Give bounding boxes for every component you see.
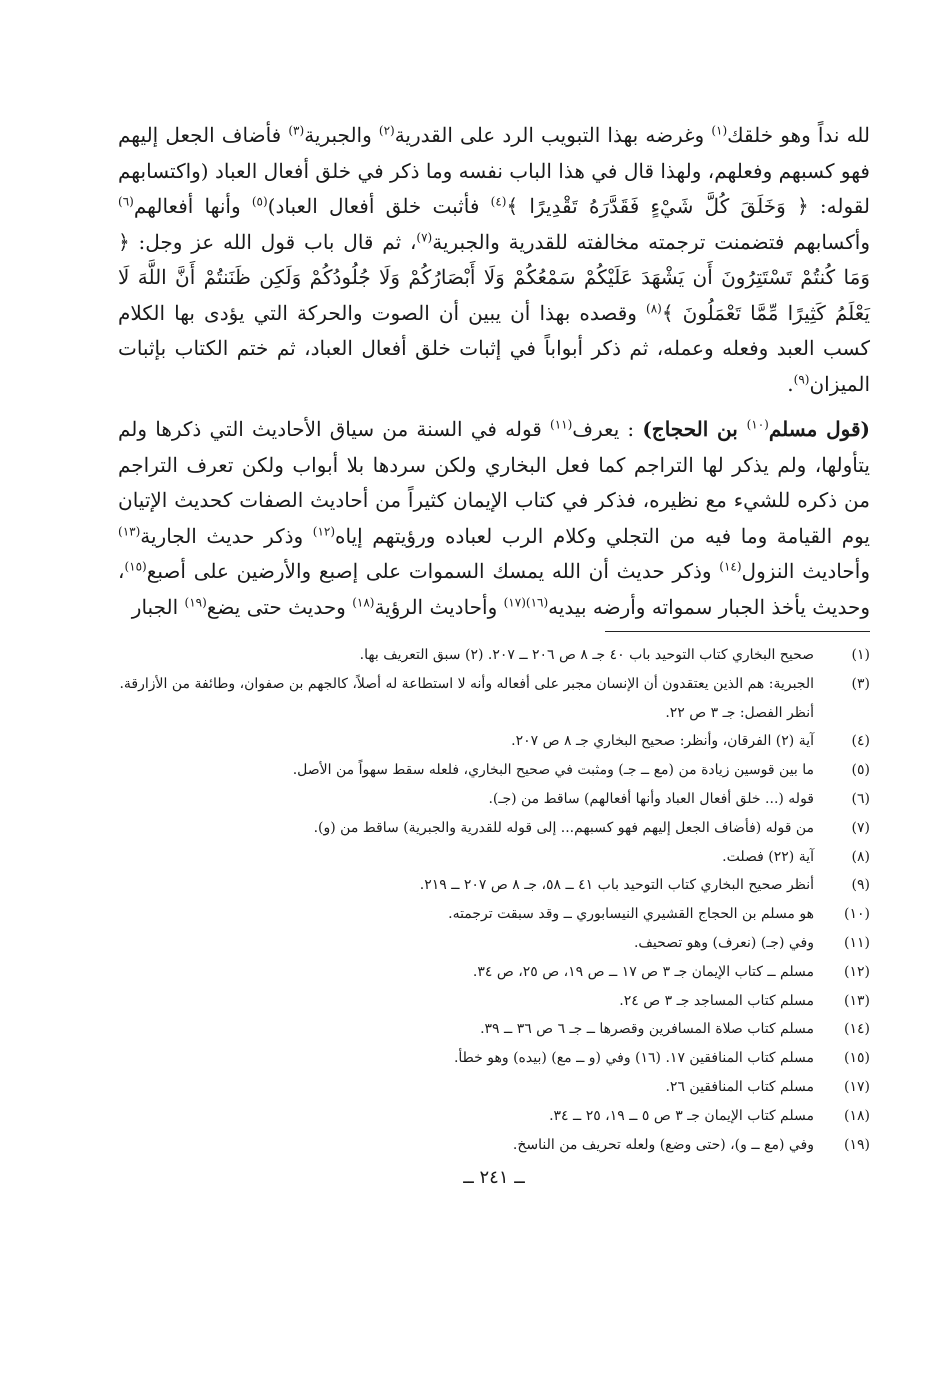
text-run: وحديث حتى يضع: [206, 594, 353, 619]
footnote-item: [118, 756, 870, 785]
text-run: والجبرية: [304, 123, 379, 147]
footnote-item: [118, 987, 870, 1016]
text-run: وذكر حديث أن الله يمسك السموات على إصبع والأرضين على أصبع: [146, 559, 720, 583]
footnote-ref: (١٧): [503, 594, 526, 609]
footnote-text: وفي (مع ــ و)، (حتى وضع) ولعله تحريف من الناسخ.: [512, 1136, 814, 1153]
book-page: [118, 118, 870, 1318]
footnote-text: مسلم كتاب صلاة المسافرين وقصرها ــ جـ ٦ ص ٣٦ ــ ٣٩.: [480, 1021, 814, 1038]
footnote-text: الجبرية: هم الذين يعتقدون أن الإنسان مجبر على أفعاله وأنه لا استطاعة له أصلاً، كالجهم بن صفوان، وطائفة من الأزارقة. أنظر الفصل: جـ ٣ ص ٢٢.: [119, 675, 814, 721]
footnote-item: [118, 1131, 870, 1160]
footnote-number: (٥): [851, 762, 870, 779]
text-run: وقصده بهذا أن يبين أن الصوت والحركة التي يؤدى بها الكلام كسب العبد وفعله وعمله، ثم ذكر أبواباً في إثبات خلق أفعال العباد، ثم ختم الكتاب بإثبات الميزان: [118, 300, 870, 396]
text-run: ، ثم قال باب قول الله عز وجل: ﴿ وَمَا كُنتُمْ تَسْتَتِرُونَ أَن يَشْهَدَ عَلَيْكُمْ سَمْعُكُمْ وَلَا أَبْصَارُكُمْ وَلَا جُلُودُكُمْ وَلَكِن ظَنَنتُمْ أَنَّ اللَّهَ لَا يَعْلَمُ كَثِيرًا مِّمَّا تَعْمَلُونَ ﴾: [118, 229, 870, 325]
footnote-ref: (١٠): [746, 417, 769, 432]
footnote-ref: (٩): [793, 371, 810, 386]
page-number: ــ ٢٤١ ــ: [463, 1167, 525, 1189]
footnote-number: (١٨): [844, 1107, 870, 1124]
footnote-ref: (١٥): [124, 559, 147, 574]
footnote-ref: (١٦): [525, 594, 549, 609]
footnote-text: وفي (جـ) (نعرف) وهو تصحيف.: [633, 934, 814, 951]
footnote-number: (١): [851, 647, 870, 663]
text-run: الجبار: [131, 594, 185, 619]
text-run: .: [787, 371, 794, 396]
text-run: : يعرف: [572, 417, 643, 441]
footnote-item: [118, 929, 870, 958]
footnote-item: [118, 670, 870, 728]
footnote-ref: (٢): [378, 123, 395, 138]
paragraph: [118, 118, 870, 402]
footnote-item: [118, 785, 870, 814]
text-run: قوله في السنة من سياق الأحاديث التي ذكرها ولم يتأولها، ولم يذكر لها التراجم كما فعل البخاري ولكن سردها بلا أبواب ولكن تعرف التراجم من ذكره للشيء مع نظيره، فذكر في كتاب الإيمان كثيراً من أحاديث الصفات كحديث الإتيان يوم القيامة وما فيه من التجلي وكلام الرب لعباده ورؤيتهم إياه: [118, 417, 870, 548]
footnote-item: [118, 727, 870, 756]
footnote-text: مسلم ــ كتاب الإيمان جـ ٣ ص ١٧ ــ ص ١٩، ص ٢٥، ص ٣٤.: [472, 963, 814, 980]
paragraph: [118, 412, 870, 625]
footnote-ref: (١): [711, 123, 728, 138]
footnote-ref: (٨): [646, 300, 662, 315]
footnote-ref: (٦): [118, 194, 134, 209]
footnote-item: [118, 1015, 870, 1044]
footnote-text: هو مسلم بن الحجاج القشيري النيسابوري ــ وقد سبقت ترجمته.: [448, 906, 814, 923]
footnote-text: مسلم كتاب المنافقين ١٧. (١٦) وفي (و ــ مع) (بيده) وهو خطأ.: [453, 1050, 814, 1067]
bold-heading: بن الحجاج): [642, 417, 747, 441]
footnote-number: (١٥): [844, 1050, 870, 1067]
footnote-number: (١١): [844, 934, 870, 951]
footnote-ref: (٧): [416, 229, 433, 244]
footnote-number: (٨): [851, 848, 870, 865]
footnote-ref: (١١): [550, 417, 573, 432]
footnote-number: (١٩): [844, 1136, 870, 1153]
footnote-item: [118, 641, 870, 670]
footnote-separator: [605, 631, 870, 632]
text-run: ، وحديث يأخذ الجبار سمواته وأرضه بيديه: [118, 559, 870, 619]
text-run: فأثبت خلق أفعال العباد): [267, 194, 491, 218]
footnote-item: [118, 900, 870, 929]
text-run: وأنها أفعالهم: [133, 194, 252, 218]
footnote-ref: (٥): [251, 194, 268, 209]
footnote-text: مسلم كتاب المنافقين ٢٦.: [665, 1078, 814, 1095]
main-text: [118, 118, 870, 625]
bold-heading: (قول مسلم: [768, 417, 870, 441]
text-run: وأحاديث النزول: [741, 559, 870, 583]
footnote-text: قوله (... خلق أفعال العباد وأنها أفعالهم) ساقط من (جـ).: [488, 790, 814, 807]
footnote-number: (١٢): [844, 963, 870, 980]
footnote-number: (٦): [851, 790, 870, 807]
footnote-item: [118, 814, 870, 843]
footnote-ref: (٣): [288, 123, 305, 138]
footnote-number: (٣): [851, 675, 870, 692]
footnote-number: (٧): [851, 819, 870, 836]
footnote-ref: (١٨): [352, 594, 375, 609]
footnote-text: آية (٢٢) فصلت.: [722, 848, 814, 865]
footnote-ref: (١٩): [184, 594, 207, 609]
footnote-ref: (١٤): [719, 559, 742, 574]
text-run: وذكر حديث الجارية: [140, 523, 313, 548]
text-run: وأكسابهم فتضمنت ترجمته مخالفته للقدرية والجبرية: [432, 229, 870, 254]
footnote-item: [118, 958, 870, 987]
footnote-item: [118, 871, 870, 900]
footnote-number: (١٠): [844, 906, 870, 923]
footnote-text: مسلم كتاب الإيمان جـ ٣ ص ٥ ــ ١٩، ٢٥ ــ ٣٤.: [549, 1107, 814, 1124]
text-run: لله نداً وهو خلقك: [727, 123, 871, 147]
footnote-text: أنظر صحيح البخاري كتاب التوحيد باب ٤١ ــ ٥٨، جـ ٨ ص ٢٠٧ ــ ٢١٩.: [419, 877, 814, 894]
text-run: وأحاديث الرؤية: [374, 594, 504, 619]
footnote-text: من قوله (فأضاف الجعل إليهم فهو كسبهم... إلى قوله للقدرية والجبرية) ساقط من (و).: [313, 819, 814, 836]
text-run: وغرضه بهذا التبويب الرد على القدرية: [394, 123, 712, 147]
footnote-text: مسلم كتاب المساجد جـ ٣ ص ٢٤.: [619, 992, 814, 1009]
footnote-number: (٩): [851, 877, 870, 894]
text-run: فأضاف الجعل إليهم فهو كسبهم وفعلهم، ولهذا قال في هذا الباب نفسه وما ذكر في خلق أفعال العباد (واكتسابهم لقوله: ﴿ وَخَلَقَ كُلَّ شَيْءٍ فَقَدَّرَهُ تَقْدِيرًا ﴾: [118, 123, 871, 218]
footnote-number: (١٤): [844, 1021, 870, 1038]
footnote-number: (٤): [851, 733, 870, 750]
footnote-item: [118, 1102, 870, 1131]
footnote-ref: (١٣): [118, 523, 141, 538]
footnote-ref: (٤): [490, 194, 507, 209]
footnote-text: ما بين قوسين زيادة من (مع ــ جـ) ومثبت في صحيح البخاري، فلعله سقط سهواً من الأصل.: [292, 762, 814, 779]
footnote-ref: (١٢): [312, 523, 336, 538]
footnote-text: آية (٢) الفرقان، وأنظر: صحيح البخاري جـ ٨ ص ٢٠٧.: [511, 733, 814, 750]
footnote-number: (١٧): [844, 1078, 870, 1095]
footnote-item: [118, 1073, 870, 1102]
footnote-number: (١٣): [844, 992, 870, 1009]
footnote-item: [118, 843, 870, 872]
footnotes: [118, 641, 870, 1159]
footnote-item: [118, 1044, 870, 1073]
footnote-text: صحيح البخاري كتاب التوحيد باب ٤٠ جـ ٨ ص ٢٠٦ ــ ٢٠٧. (٢) سبق التعريف بها.: [359, 647, 814, 663]
